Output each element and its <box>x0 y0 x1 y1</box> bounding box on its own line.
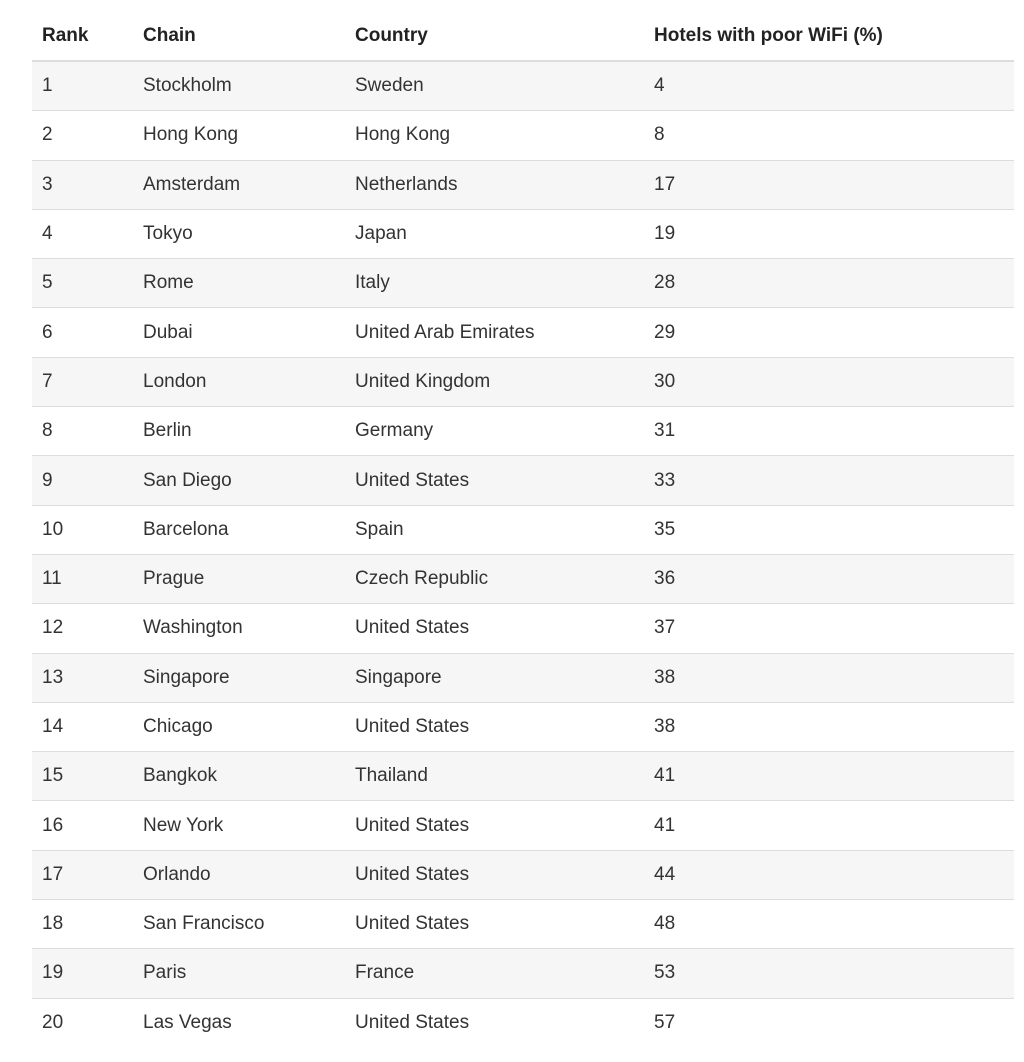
table-row <box>32 308 1014 357</box>
cell-rank: 16 <box>32 801 133 850</box>
cell-country: Japan <box>345 209 644 258</box>
cell-poor-wifi: 44 <box>644 850 1014 899</box>
cell-rank: 10 <box>32 505 133 554</box>
header-rank[interactable]: Rank <box>32 12 133 61</box>
cell-poor-wifi: 31 <box>644 407 1014 456</box>
cell-poor-wifi: 8 <box>644 111 1014 160</box>
table-row <box>32 259 1014 308</box>
header-row <box>32 12 1014 61</box>
cell-poor-wifi: 17 <box>644 160 1014 209</box>
cell-rank: 7 <box>32 357 133 406</box>
cell-rank: 12 <box>32 604 133 653</box>
cell-rank: 19 <box>32 949 133 998</box>
cell-poor-wifi: 36 <box>644 554 1014 603</box>
cell-country: United States <box>345 702 644 751</box>
cell-chain: New York <box>133 801 345 850</box>
header-chain[interactable]: Chain <box>133 12 345 61</box>
cell-chain: Tokyo <box>133 209 345 258</box>
cell-chain: Barcelona <box>133 505 345 554</box>
cell-chain: Stockholm <box>133 61 345 111</box>
cell-poor-wifi: 57 <box>654 1011 676 1033</box>
cell-country: Germany <box>345 407 644 456</box>
cell-country: France <box>345 949 644 998</box>
cell-rank: 6 <box>32 308 133 357</box>
cell-country: Spain <box>345 505 644 554</box>
table-row <box>32 850 1014 899</box>
cell-chain: London <box>133 357 345 406</box>
cell-country: United States <box>345 604 644 653</box>
cell-poor-wifi: 30 <box>644 357 1014 406</box>
table-row <box>32 505 1014 554</box>
cell-country: United States <box>345 900 644 949</box>
cell-rank: 17 <box>32 850 133 899</box>
cell-country: Sweden <box>345 61 644 111</box>
cell-poor-wifi: 37 <box>644 604 1014 653</box>
cell-country: Singapore <box>345 653 644 702</box>
cell-poor-wifi: 33 <box>644 456 1014 505</box>
cell-rank: 20 <box>42 1011 64 1033</box>
cell-country: United States <box>345 801 644 850</box>
cell-poor-wifi: 28 <box>644 259 1014 308</box>
cell-poor-wifi: 48 <box>644 900 1014 949</box>
cell-poor-wifi: 35 <box>644 505 1014 554</box>
cell-chain: Las Vegas <box>143 1011 232 1033</box>
cell-chain: Bangkok <box>133 752 345 801</box>
cell-country: Hong Kong <box>345 111 644 160</box>
cell-country: Italy <box>345 259 644 308</box>
header-country[interactable]: Country <box>345 12 644 61</box>
cell-chain: San Diego <box>133 456 345 505</box>
wifi-ranking-table-container <box>32 12 1014 1047</box>
table-row <box>32 998 1014 1047</box>
cell-rank: 15 <box>32 752 133 801</box>
table-row <box>32 160 1014 209</box>
cell-chain: Prague <box>133 554 345 603</box>
table-row <box>32 209 1014 258</box>
table-body <box>32 61 1014 1047</box>
table-row <box>32 456 1014 505</box>
table-row <box>32 900 1014 949</box>
cell-country: United States <box>345 456 644 505</box>
cell-chain: Hong Kong <box>133 111 345 160</box>
cell-rank: 2 <box>32 111 133 160</box>
cell-country: United States <box>345 850 644 899</box>
cell-poor-wifi: 38 <box>644 702 1014 751</box>
cell-poor-wifi: 19 <box>644 209 1014 258</box>
table-row <box>32 111 1014 160</box>
table-row <box>32 949 1014 998</box>
table-row <box>32 554 1014 603</box>
cell-chain: Washington <box>133 604 345 653</box>
cell-country: United Kingdom <box>345 357 644 406</box>
cell-rank: 4 <box>32 209 133 258</box>
cell-chain: Dubai <box>133 308 345 357</box>
table-row <box>32 653 1014 702</box>
cell-chain: Berlin <box>133 407 345 456</box>
cell-chain: Orlando <box>133 850 345 899</box>
cell-rank: 5 <box>32 259 133 308</box>
cell-poor-wifi: 29 <box>644 308 1014 357</box>
table-row <box>32 604 1014 653</box>
cell-chain: Amsterdam <box>133 160 345 209</box>
cell-rank: 3 <box>32 160 133 209</box>
wifi-ranking-table <box>32 12 1014 1047</box>
table-row <box>32 801 1014 850</box>
cell-rank: 8 <box>32 407 133 456</box>
cell-country: Czech Republic <box>345 554 644 603</box>
cell-rank: 1 <box>32 61 133 111</box>
cell-country: United States <box>355 1011 470 1033</box>
cell-country: Netherlands <box>345 160 644 209</box>
cell-poor-wifi: 41 <box>644 752 1014 801</box>
table-row <box>32 752 1014 801</box>
cell-country: Thailand <box>345 752 644 801</box>
cell-rank: 18 <box>32 900 133 949</box>
cell-chain: Chicago <box>133 702 345 751</box>
cell-rank: 11 <box>32 554 133 603</box>
cell-chain: Singapore <box>133 653 345 702</box>
cell-poor-wifi: 41 <box>644 801 1014 850</box>
table-header <box>32 12 1014 61</box>
table-row <box>32 702 1014 751</box>
cell-rank: 14 <box>32 702 133 751</box>
cell-chain: Paris <box>133 949 345 998</box>
table-row <box>32 407 1014 456</box>
cell-poor-wifi: 38 <box>644 653 1014 702</box>
cell-poor-wifi: 4 <box>644 61 1014 111</box>
cell-chain: Rome <box>133 259 345 308</box>
cell-country: United Arab Emirates <box>345 308 644 357</box>
cell-rank: 9 <box>32 456 133 505</box>
header-poor-wifi[interactable]: Hotels with poor WiFi (%) <box>644 12 1014 61</box>
cell-chain: San Francisco <box>133 900 345 949</box>
table-row <box>32 61 1014 111</box>
table-row <box>32 357 1014 406</box>
cell-poor-wifi: 53 <box>644 949 1014 998</box>
cell-rank: 13 <box>32 653 133 702</box>
